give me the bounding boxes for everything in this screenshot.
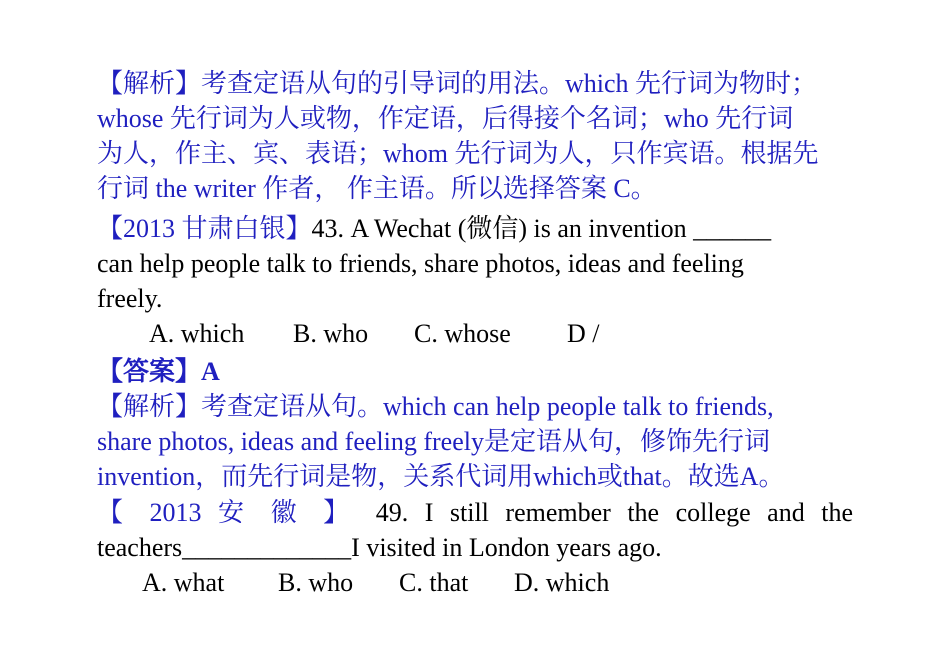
analysis-1-line-3: 为人，作主、宾、表语；whom 先行词为人，只作宾语。根据先	[97, 139, 819, 168]
question-49-option-b: B. who	[278, 568, 354, 597]
answer-43: 【答案】A	[97, 357, 220, 386]
analysis-1-line-2: whose 先行词为人或物，作定语，后得接个名词；who 先行词	[97, 104, 794, 133]
question-43-option-b: B. who	[293, 319, 369, 348]
analysis-2-line-2: share photos, ideas and feeling freely是定语从句，修饰先行词	[97, 427, 770, 456]
question-49-stem-start: 49. I still remember the college and the	[375, 498, 853, 527]
question-43-line-2: can help people talk to friends, share photos, ideas and feeling	[97, 249, 744, 278]
question-49-options	[142, 565, 609, 600]
question-49-source-tag: 【 2013 安 徽 】	[97, 498, 360, 527]
question-49-line-1	[97, 495, 853, 530]
question-43-line-3: freely.	[97, 284, 163, 313]
question-49-line-2: teachers_____________I visited in London years ago.	[97, 533, 662, 562]
question-43-option-c: C. whose	[414, 319, 511, 348]
question-43-source-tag: 【2013 甘肃白银】	[97, 214, 312, 243]
question-43-line-1	[97, 211, 771, 246]
analysis-1-line-1: 【解析】考查定语从句的引导词的用法。which 先行词为物时；	[97, 69, 818, 98]
question-43-options	[149, 316, 600, 351]
question-49-option-a: A. what	[142, 568, 225, 597]
question-49-option-d: D. which	[514, 568, 610, 597]
analysis-2-line-1: 【解析】考查定语从句。which can help people talk to friends,	[97, 392, 774, 421]
question-49-option-c: C. that	[399, 568, 469, 597]
question-43-option-d: D /	[567, 319, 600, 348]
question-43-option-a: A. which	[149, 319, 245, 348]
analysis-1-line-4: 行词 the writer 作者， 作主语。所以选择答案 C。	[97, 174, 657, 203]
question-43-stem-start: 43. A Wechat (微信) is an invention ______	[311, 214, 772, 243]
analysis-2-line-3: invention，而先行词是物，关系代词用which或that。故选A。	[97, 462, 785, 491]
